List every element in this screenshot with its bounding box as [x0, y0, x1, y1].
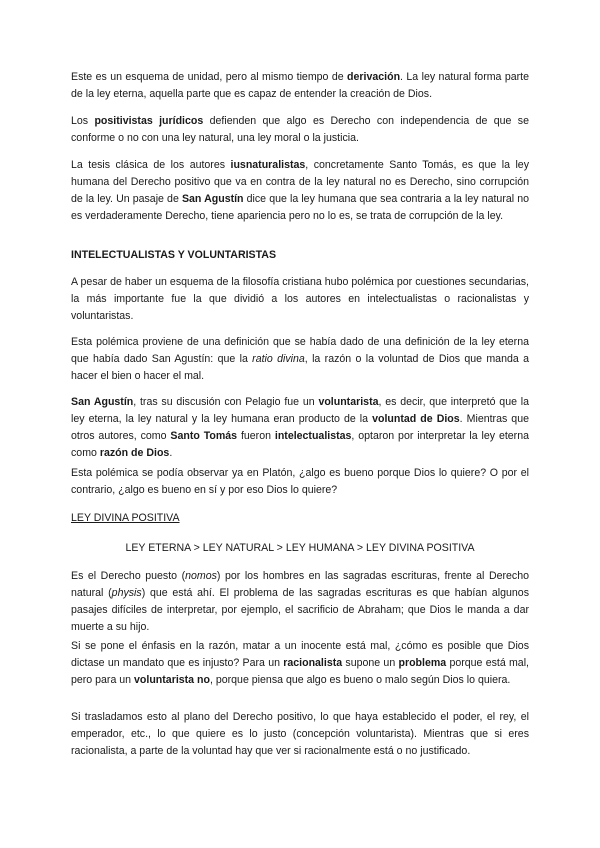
text-span: fueron — [237, 430, 275, 442]
text-span: La tesis clásica de los autores — [71, 159, 231, 171]
text-span: Los — [71, 115, 95, 127]
bold-term: voluntarista no — [134, 674, 210, 686]
text-span: Esta polémica proviene de una definición que se había dado de una definición de la ley eterna que había dado San Agustín: que la — [71, 336, 529, 365]
law-hierarchy-line: LEY ETERNA > LEY NATURAL > LEY HUMANA > LEY DIVINA POSITIVA — [125, 542, 475, 554]
text-span: , es decir, que interpretó que la ley eterna, la ley natural y la ley humana eran producto de la — [71, 396, 530, 425]
italic-term-physis: physis — [111, 587, 142, 599]
paragraph-ratio-divina — [71, 334, 529, 385]
text-span: dice que la ley humana que sea contraria a la ley natural no es verdaderamente Derecho, tiene apariencia pero no lo es, se trata de corrupción de la ley. — [71, 193, 529, 222]
text-span: supone un — [342, 657, 399, 669]
text-span: , tras su discusión con Pelagio fue un — [133, 396, 319, 408]
section-heading-intelectualistas: INTELECTUALISTAS Y VOLUNTARISTAS — [71, 249, 277, 261]
paragraph-san-agustin — [71, 394, 529, 462]
text-span: , porque piensa que algo es bueno o malo según Dios lo quiera. — [209, 674, 511, 686]
paragraph-polemica: A pesar de haber un esquema de la filosofía cristiana hubo polémica por cuestiones secundarias, la más importante fue la que dividió a los autores en intelectualistas o racionalistas y voluntaristas. — [71, 276, 529, 322]
paragraph-iusnaturalistas — [71, 157, 529, 225]
text-span: . — [169, 447, 173, 459]
text-span: , optaron por interpretar la ley eterna como — [71, 430, 529, 459]
bold-term: problema — [398, 657, 447, 669]
text-span: ) que está ahí. El problema de las sagradas escrituras es que habían algunos pasajes difíciles de interpretar, por ejemplo, el sacrificio de Abraham; que Dios le manda a dar muerte a su hijo. — [71, 587, 529, 633]
bold-term-iusnaturalistas: iusnaturalistas — [230, 159, 306, 171]
text-span: , la razón o la voluntad de Dios que manda a hacer el bien o hacer el mal. — [71, 353, 529, 382]
text-span: Es el Derecho puesto ( — [71, 570, 186, 582]
bold-term-positivistas: positivistas jurídicos — [94, 115, 204, 127]
text-span: . Mientras que otros autores, como — [71, 413, 529, 442]
italic-term-ratio-divina: ratio divina — [252, 353, 305, 365]
paragraph-derecho-positivo: Si trasladamos esto al plano del Derecho positivo, lo que haya establecido el poder, el rey, el emperador, etc., lo que quiere es lo justo (concepción voluntarista). Mientras que si eres racionalista, a parte de la voluntad hay que ver si racionalmente está o no justificado. — [71, 711, 529, 757]
paragraph-racionalista — [71, 638, 529, 689]
paragraph-positivistas — [71, 113, 529, 147]
bold-term-derivacion: derivación — [347, 71, 401, 83]
text-span: ) por los hombres en las sagradas escrituras, frente al Derecho natural ( — [71, 570, 529, 599]
text-span: defienden que algo es Derecho con independencia de que se conforme o no con una ley natural, una ley moral o la justicia. — [71, 115, 529, 144]
text-span: , concretamente Santo Tomás, es que la ley humana del Derecho positivo que va en contra de la ley natural no es Derecho, sino corrupción de la ley. Un pasaje de — [71, 159, 529, 205]
bold-term: razón de Dios — [99, 447, 170, 459]
bold-term: intelectualistas — [274, 430, 352, 442]
text-span: Este es un esquema de unidad, pero al mismo tiempo de — [71, 71, 348, 83]
text-span: . La ley natural forma parte de la ley eterna, aquella parte que es capaz de entender la creación de Dios. — [71, 71, 529, 100]
text-span: porque está mal, pero para un — [71, 657, 529, 686]
paragraph-nomos-physis — [71, 568, 529, 636]
bold-term: voluntad de Dios — [372, 413, 460, 425]
bold-term: racionalista — [283, 657, 343, 669]
text-span: Si se pone el énfasis en la razón, matar a un inocente está mal, ¿cómo es posible que Dios dictase un mandato que es injusto? Para un — [71, 640, 529, 669]
section-heading-ley-divina-positiva: LEY DIVINA POSITIVA — [71, 512, 180, 524]
bold-term: San Agustín — [71, 396, 134, 408]
paragraph-platon: Esta polémica se podía observar ya en Platón, ¿algo es bueno porque Dios lo quiere? O por el contrario, ¿algo es bueno en sí y por eso Dios lo quiere? — [71, 467, 529, 496]
italic-term-nomos: nomos — [185, 570, 217, 582]
paragraph-derivacion — [71, 69, 529, 103]
bold-term-san-agustin: San Agustín — [181, 193, 244, 205]
bold-term: voluntarista — [318, 396, 379, 408]
bold-term: Santo Tomás — [170, 430, 238, 442]
